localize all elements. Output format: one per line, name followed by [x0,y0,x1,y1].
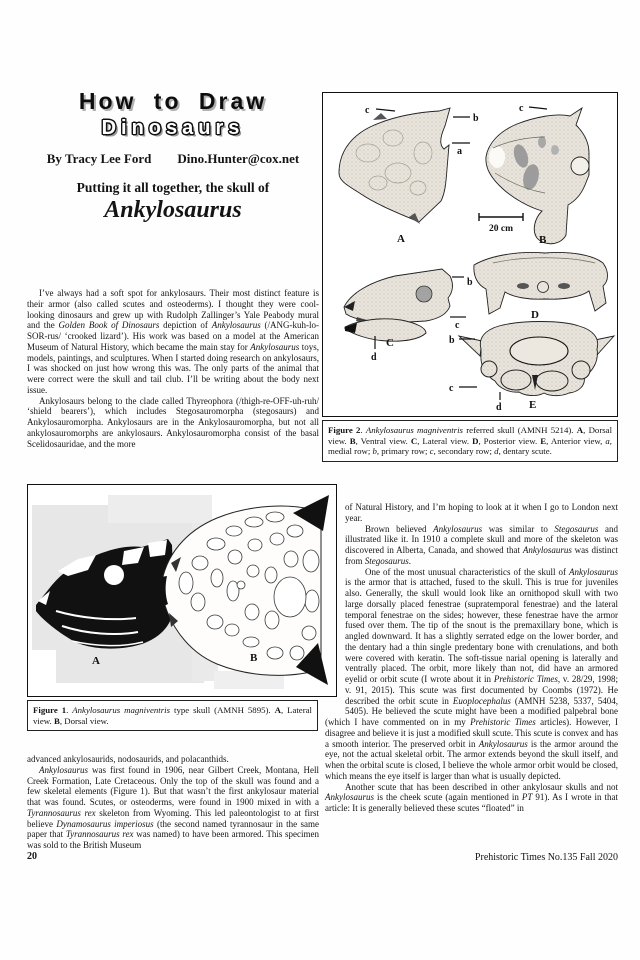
figure2 [322,92,618,462]
body-paragraph: Ankylosaurus was first found in 1906, near Gilbert Creek, Montana, Hell Creek Formation, Late Cretaceous. Only the top of the skull was found and a few skeletal elements (Figure 1). But that wasn’t the first ankylosaur material that was found. Scutes, or osteoderms, were found in 1900 mixed in with a Tyrannosaurus rex skeleton from Wyoming. This led paleontologist to at first believe Dynamosaurus imperiosus (the second named tyrannosaur in the same paper that Tyrannosaurus rex was named) to have been armored. This specimen was sold to the British Museum [27,764,320,850]
journal-issue-line: Prehistoric Times No.135 Fall 2020 [474,852,618,863]
figure2-label-b: b [467,277,473,288]
body-paragraph: of Natural History, and I’m hoping to look at it when I go to London next year. [345,502,618,523]
body-paragraph: Brown believed Ankylosaurus was similar to Stegosaurus and illustrated like it. In 1910 a complete skull and more of the skeleton was discovered in Alberta, Canada, and showed that Ankylosaurus was distinct from Stegosaurus. [345,523,619,566]
byline-email: Dino.Hunter@cox.net [177,151,300,166]
figure2-scale-label: 20 cm [488,224,514,234]
body-paragraph: advanced ankylosaurids, nodosaurids, and polacanthids. [27,754,229,764]
figure1 [27,484,337,731]
figure1-skull-drawings [28,485,335,696]
body-paragraph: One of the most unusual characteristics of the skull of Ankylosaurus is the armor that is attached, fused to the skull. This is true for juveniles also. Generally, the skull would look like an ornithopod skull with two large dorsally placed fenestrae (supratemporal fenestrae) and the lateral temporal fenestrae on the sides; however, these fenestrae have the armor fused over them. The tip of the snout is the premaxillary bone, which is angled downward. It has a slightly serrated edge on the lower border, and the dentary had a thin single predentary bone with crenulations, and both were covered with keratin. The soft-tissue narial opening is laterally and ventrally placed. The orbit, more likely than not, did have an armored eyelid or orbit scute (I wrote about it in Prehistoric Times, v. 28/29, 1998; v. 91, 2015). This scute was first documented by Coombs (1972). He described the orbit scute in Euoplocephalus (AMNH 5238, 5337, 5404, 5405). He believed the scute might have been a modified palpebral bone (which I have commented on in my Prehistoric Times articles). However, I disagree and believe it is just a modified skull scute. This scute is convex and has a smooth interior. The preserved orbit in Ankylosaurus is the armor around the eye, not the actual skeletal orbit. The armor extends beyond the skull itself, and when the orbital scute is closed, I believe the whole armor orbit would be closed, which means the eye itself is larger than what is usually depicted. [325,566,618,781]
figure2-label-d: d [371,352,377,363]
figure2-image [322,92,618,417]
figure2-scale-bar [479,213,523,234]
figure2-anterior-view [449,322,614,414]
article-subject: Ankylosaurus [104,197,242,223]
column-title-line2: Dinosaurs [101,117,245,139]
figure2-label-b: b [473,113,479,124]
figure2-label-b: b [449,335,455,346]
figure2-label-D: D [531,309,539,321]
figure1-text-wrap-spacer [325,502,345,715]
figure2-skull-drawings [323,93,616,416]
body-paragraph: I’ve always had a soft spot for ankylosaurs. Their most distinct feature is their armor (also called scutes and osteoderms). I thought they were cool-looking dinosaurs and grew up with Rudolph Zallinger’s Yale Peabody mural and the Golden Book of Dinosaurs depiction of Ankylosaurus (/ANG-kuh-lo-SOR-rus/ ‘crooked lizard’). His work was based on a model at the American Museum of Natural History, which became the main stay for Ankylosaurus toys, models, paintings, and sculptures. When I started doing research on ankylosaurs, I was shocked on just how wrong this was. The only parts of the animal that were correct were the skull and tail club. I’ll be writing about the body next issue. [27,288,319,395]
article-subtitle: Putting it all together, the skull of [76,180,270,195]
figure2-label-d: d [496,402,502,413]
body-paragraph: Another scute that has been described in other ankylosaur skulls and not Ankylosaurus is the cheek scute (again mentioned in PT 91). As I wrote in that article: It is generally believed these scutes “floated” in [325,781,618,813]
figure2-label-A: A [397,233,405,245]
figure2-label-a: a [457,146,462,157]
figure2-dorsal-view [339,105,479,245]
figure2-label-B: B [539,234,547,246]
figure1-image [27,484,337,697]
figure2-label-c: c [365,105,370,116]
page-number: 20 [27,851,37,862]
article-masthead [25,88,321,224]
figure2-caption: Figure 2. Ankylosaurus magniventris referred skull (AMNH 5214). A, Dorsal view. B, Ventral view. C, Lateral view. D, Posterior view. E, Anterior view, a, medial row; b, primary row; c, secondary row; d, dentary scute. [322,420,618,462]
byline [25,151,321,167]
figure2-label-E: E [529,399,537,411]
figure1-label-A: A [92,655,100,667]
figure2-posterior-view [474,252,608,321]
left-column-lower [27,754,319,851]
figure2-label-c: c [449,383,454,394]
figure2-label-c: c [519,103,524,114]
byline-author: By Tracy Lee Ford [46,151,152,166]
left-column-upper [27,288,319,449]
right-column [325,502,618,814]
figure2-ventral-view [479,103,589,246]
figure1-label-B: B [250,652,258,664]
column-title-line1: How to Draw [78,88,268,114]
body-paragraph: Ankylosaurs belong to the clade called Thyreophora (/thigh-re-OFF-uh-ruh/ ‘shield bearers’), which includes Stegosauromorpha (stegosaurs) and Ankylosauromorpha. Ankylosaurs are in the Ankylosauromorpha, but not all ankylosauromorphs are ankylosaurs. Ankylosauromorpha consist of the basal Scelidosauridae, and the more [27,395,319,449]
figure2-label-c: c [455,320,460,331]
figure2-lateral-view [344,269,473,363]
figure1-caption: Figure 1. Ankylosaurus magniventris type skull (AMNH 5895). A, Lateral view. B, Dorsal view. [27,700,318,731]
figure2-label-C: C [386,337,394,349]
